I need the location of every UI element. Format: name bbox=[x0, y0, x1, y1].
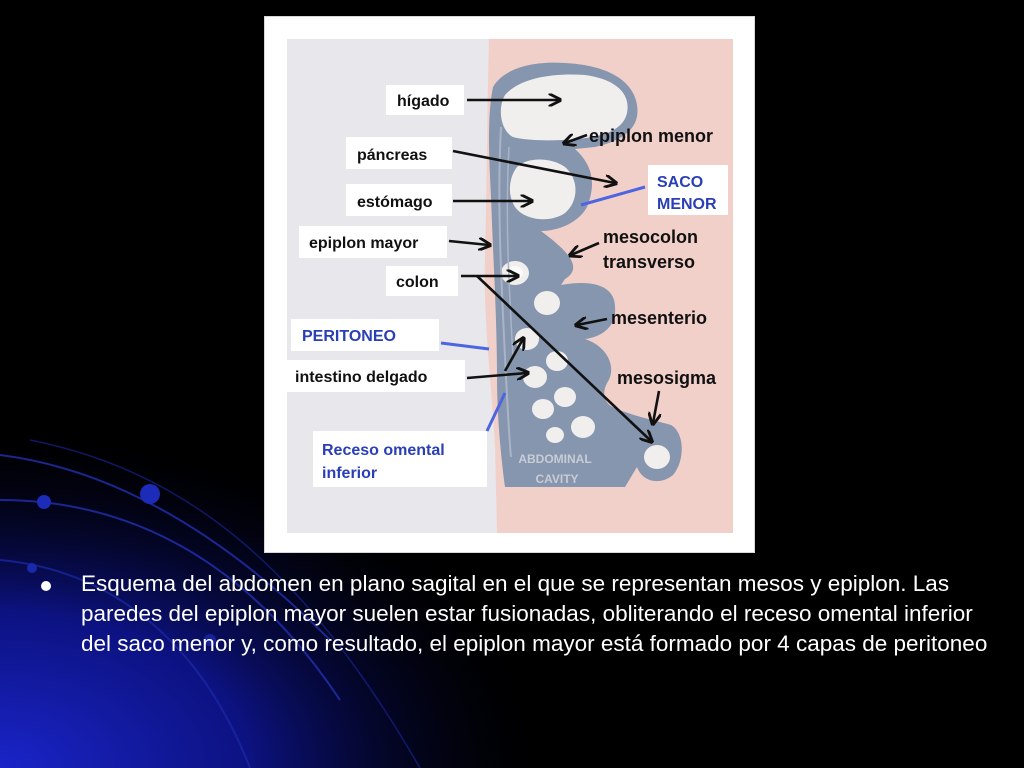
label-mesosigma: mesosigma bbox=[617, 368, 717, 388]
label-mesenterio: mesenterio bbox=[611, 308, 708, 328]
label-higado: hígado bbox=[397, 93, 450, 110]
abdominal-cavity-label-2: CAVITY bbox=[535, 472, 579, 486]
label-mesocolon-line2: transverso bbox=[603, 252, 696, 272]
label-mesocolon-line1: mesocolon bbox=[603, 227, 699, 247]
sigmoid-shape bbox=[644, 445, 670, 469]
label-epiplon-menor: epiplon menor bbox=[589, 126, 714, 146]
pancreas-shape bbox=[529, 177, 557, 197]
label-pancreas: páncreas bbox=[357, 147, 428, 164]
label-estomago: estómago bbox=[357, 194, 433, 211]
label-colon: colon bbox=[396, 274, 439, 291]
diagram-figure bbox=[264, 16, 755, 553]
label-saco-line2: MENOR bbox=[657, 196, 717, 213]
caption-text: Esquema del abdomen en plano sagital en el que se representan mesos y epiplon. Las paredes del epiplon mayor suelen estar fusionadas, obliterando el receso omental inferior del saco menor y, como resultado, el epiplon mayor está formado por 4 capas de peritoneo bbox=[81, 571, 988, 656]
label-saco-line1: SACO bbox=[657, 174, 704, 191]
label-receso-line2: inferior bbox=[322, 465, 378, 482]
label-receso-line1: Receso omental bbox=[322, 442, 445, 459]
label-intestino-delgado: intestino delgado bbox=[295, 369, 428, 386]
label-epiplon-mayor: epiplon mayor bbox=[309, 235, 419, 252]
label-peritoneo: PERITONEO bbox=[302, 328, 396, 345]
bullet-dot bbox=[41, 581, 51, 591]
abdomen-sagittal-diagram bbox=[265, 17, 756, 554]
abdominal-cavity-label-1: ABDOMINAL bbox=[518, 452, 592, 466]
